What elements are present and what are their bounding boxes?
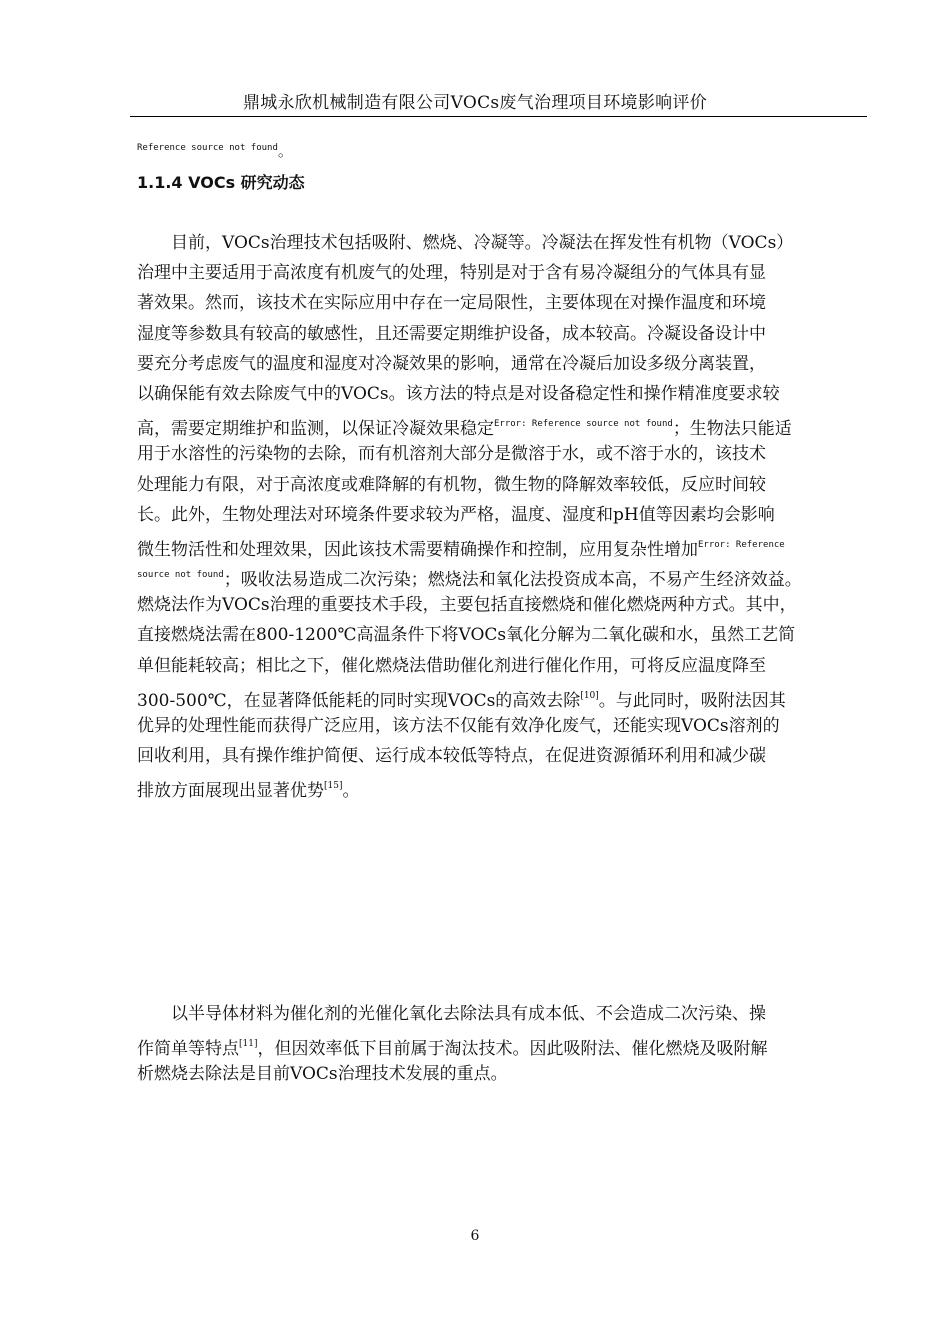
text-line <box>137 439 865 469</box>
page-number: 6 <box>470 1228 480 1244</box>
text-run: 以确保能有效去除废气中的VOCs。该方法的特点是对设备稳定性和操作精准度要求较 <box>137 383 780 404</box>
text-line <box>137 530 865 560</box>
text-run: 优异的处理性能而获得广泛应用，该方法不仅能有效净化废气，还能实现VOCs溶剂的 <box>137 716 780 736</box>
text-line <box>137 288 865 318</box>
text-run: 目前，VOCs治理技术包括吸附、燃烧、冷凝等。冷凝法在挥发性有机物（VOCs） <box>137 233 794 253</box>
text-run: 要充分考虑废气的温度和湿度对冷凝效果的影响，通常在冷凝后加设多级分离装置， <box>137 353 766 374</box>
text-run: 以半导体材料为催化剂的光催化氧化去除法具有成本低、不会造成二次污染、操 <box>137 1004 766 1024</box>
text-line <box>137 409 865 439</box>
text-run: 。 <box>342 781 360 802</box>
reference-error-line <box>137 138 293 160</box>
section-heading: 1.1.4 VOCs 研究动态 <box>137 173 305 192</box>
text-run: ；生物法只能适 <box>672 419 792 440</box>
header-title: 鼎城永欣机械制造有限公司VOCs废气治理项目环境影响评价 <box>242 93 708 113</box>
text-line <box>137 319 865 349</box>
text-run: 单但能耗较高；相比之下，催化燃烧法借助催化剂进行催化作用，可将反应温度降至 <box>137 655 766 676</box>
text-run: ，但因效率低下目前属于淘汰技术。因此吸附法、催化燃烧及吸附解 <box>257 1039 768 1060</box>
text-line <box>137 500 865 530</box>
text-run: 300-500℃，在显著降低能耗的同时实现VOCs的高效去除 <box>137 690 581 711</box>
text-run: 著效果。然而，该技术在实际应用中存在一定局限性，主要体现在对操作温度和环境 <box>137 293 766 314</box>
text-line <box>137 741 865 771</box>
reference-error-text: Reference source not found <box>137 143 278 153</box>
reference-error: source not found <box>137 570 224 581</box>
reference-error: Error: Reference <box>698 539 785 550</box>
reference-error-suffix: 。 <box>277 142 293 160</box>
text-line <box>137 560 865 590</box>
text-line <box>137 349 865 379</box>
text-line <box>137 379 865 409</box>
header-rule <box>130 116 867 117</box>
paragraph-1 <box>137 228 865 802</box>
text-line <box>137 228 865 258</box>
text-run: ；吸收法易造成二次污染；燃烧法和氧化法投资成本高，不易产生经济效益。 <box>223 570 802 591</box>
text-run: 燃烧法作为VOCs治理的重要技术手段，主要包括直接燃烧和催化燃烧两种方式。其中， <box>137 595 797 616</box>
text-line <box>137 258 865 288</box>
reference-error: Error: Reference source not found <box>494 419 673 430</box>
text-run: 析燃烧去除法是目前VOCs治理技术发展的重点。 <box>137 1064 508 1085</box>
text-run: 湿度等参数具有较高的敏感性，且还需要定期维护设备，成本较高。冷凝设备设计中 <box>137 323 766 344</box>
text-run: 微生物活性和处理效果，因此该技术需要精确操作和控制，应用复杂性增加 <box>137 539 698 560</box>
text-run: 长。此外，生物处理法对环境条件要求较为严格，温度、湿度和pH值等因素均会影响 <box>137 504 775 525</box>
text-line <box>137 681 865 711</box>
text-line <box>137 1059 865 1089</box>
citation-marker: [10] <box>580 690 599 701</box>
text-line <box>137 711 865 741</box>
text-line <box>137 470 865 500</box>
text-line <box>137 1029 865 1059</box>
citation-marker: [11] <box>239 1039 258 1050</box>
text-run: 用于水溶性的污染物的去除，而有机溶剂大部分是微溶于水，或不溶于水的，该技术 <box>137 444 766 465</box>
text-run: 回收利用，具有操作维护简便、运行成本较低等特点，在促进资源循环利用和减少碳 <box>137 746 766 767</box>
text-line <box>137 590 865 620</box>
citation-marker: [15] <box>324 781 343 792</box>
text-line <box>137 771 865 801</box>
text-run: 高，需要定期维护和监测，以保证冷凝效果稳定 <box>137 419 494 440</box>
text-run: 直接燃烧法需在800-1200℃高温条件下将VOCs氧化分解为二氧化碳和水，虽然工艺简 <box>137 625 796 646</box>
paragraph-2 <box>137 999 865 1090</box>
text-line <box>137 620 865 650</box>
text-run: 治理中主要适用于高浓度有机废气的处理，特别是对于含有易冷凝组分的气体具有显 <box>137 263 766 284</box>
text-run: 。与此同时，吸附法因其 <box>598 690 786 711</box>
text-line <box>137 999 865 1029</box>
text-run: 处理能力有限，对于高浓度或难降解的有机物，微生物的降解效率较低，反应时间较 <box>137 474 766 495</box>
text-run: 作简单等特点 <box>137 1039 239 1060</box>
text-run: 排放方面展现出显著优势 <box>137 781 324 802</box>
text-line <box>137 651 865 681</box>
